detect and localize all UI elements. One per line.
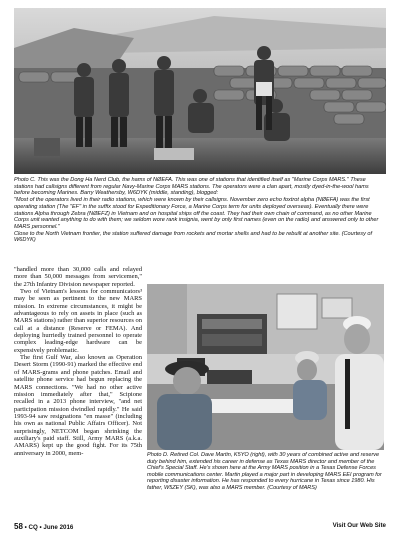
photo-d bbox=[147, 284, 384, 450]
photo-c-caption-paragraph-3: Close to the North Vietnam frontier, the station suffered damage from rockets and mortar shells and had to be rebuilt at another site. (Courtesy of W6DYK) bbox=[14, 230, 373, 244]
issue-info: • CQ • June 2016 bbox=[24, 524, 74, 531]
photo-c-caption-paragraph-2: "Most of the operators lived in their radio stations, which were known by their callsigns. November zero echo foxtrot alpha (NØEFA) was the first operating station (The "EF" in the suffix stood for Expeditionary Force, a Marine Corps term for units deployed overseas). Eventually there were stations Alpha through Zebra (NØEFZ) in Vietnam and on hospital ships off the coast. They had their own chain of command, as no other Marine Corps unit wanted anything to do with them; we seldom wore rank insignia, went by only first names (even on the radio) and answered only to other MARS personnel." bbox=[14, 197, 379, 230]
photo-d-image bbox=[147, 284, 384, 450]
photo-d-caption: Photo D. Retired Col. Dave Martin, K5YO (right), with 30 years of combined active and reserve duty behind him, extended his career in defense as Texas MARS director and member of the Chief's Special Staff. He's shown here at the Army MARS position in a Texas Defense Forces mobile communications center. Martin played a major part in developing MARS EEI program for reporting disaster information. He has responded to every hurricane in Texas since 1980. His father, W5ZEY (SK), was also a MARS member. (Courtesy of MARS) bbox=[147, 452, 382, 491]
photo-c-caption-paragraph-1: Photo C. This was the Dong Ha Nerd Club, the hams of NØEFA. This was one of stations that identified itself as "Marine Corps MARS." These stations had callsigns different from regular Navy-Marine Corps MARS stations. The operators were a clan apart, mostly dyed-in-the-wool hams before becoming Marines. Barry Weathersby, W6DYK (middle, standing), blogged: bbox=[14, 177, 369, 197]
body-paragraph-1: "handled more than 30,000 calls and relayed more than 50,000 messages from servicemen," the 27th Infantry Division newspaper reported. bbox=[14, 266, 142, 288]
photo-c-image bbox=[14, 8, 386, 174]
photo-c bbox=[14, 8, 386, 174]
body-paragraph-2: Two of Vietnam's lessons for communicators³ may be seen as pertinent to the new MARS mission. In extreme circumstances, it might be advantageous to rely on assets in place (such as MARS stations) rather than superior resources on call at a distance (Reserve or FEMA). And deploying hurriedly trained personnel to operate complex leading-edge hardware can be expensively problematic. bbox=[14, 288, 142, 354]
body-paragraph-3: The first Gulf War, also known as Operation Desert Storm (1990-91) marked the effective end of MARS-grams and phone patches. Email and satellite phone service had begun replacing the MARS connections. "We had no other active mission immediately after that," Scipione recalled in a 2013 phone interview, "and net participation mission dwindled rapidly." He said 1993-94 saw resignations "en masse" (including his own as national Public Affairs Officer). Not surprisingly, NETCOM began shrinking the auxiliary's paid staff. Still, Army MARS (a.k.a. AMARS) kept up the good fight. For its 75th anniversary in 2000, mem- bbox=[14, 354, 142, 457]
article-body-column bbox=[14, 266, 142, 457]
footer-website-link[interactable]: Visit Our Web Site bbox=[332, 522, 386, 529]
page-footer bbox=[14, 522, 386, 532]
page-number: 58 bbox=[14, 522, 23, 531]
footer-left bbox=[14, 522, 73, 531]
photo-c-caption bbox=[14, 177, 386, 244]
